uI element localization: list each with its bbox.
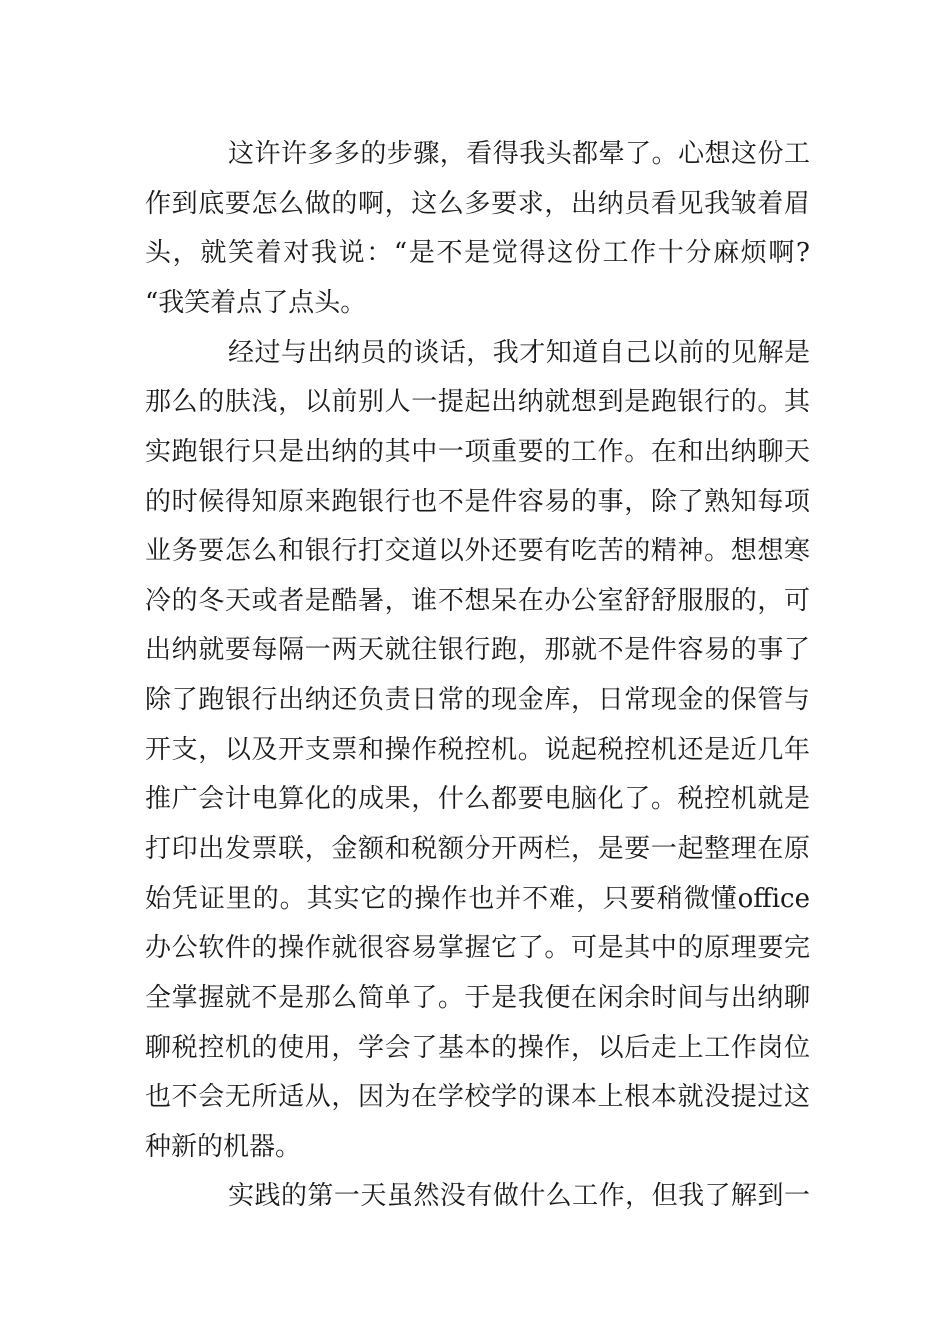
paragraph-1-line-2: 作到底要怎么做的啊，这么多要求，出纳员看见我皱着眉	[145, 189, 810, 219]
paragraph-2-line-2: 那么的肤浅，以前别人一提起出纳就想到是跑银行的。其	[145, 387, 810, 417]
paragraph-2-line-9: 开支，以及开支票和操作税控机。说起税控机还是近几年	[145, 735, 810, 765]
paragraph-2-line-11: 打印出发票联，金额和税额分开两栏，是要一起整理在原	[145, 834, 810, 864]
paragraph-2-line-17: 种新的机器。	[145, 1132, 302, 1162]
paragraph-2-line-8: 除了跑银行出纳还负责日常的现金库，日常现金的保管与	[145, 685, 810, 715]
paragraph-2-line-4: 的时候得知原来跑银行也不是件容易的事，除了熟知每项	[145, 487, 810, 517]
paragraph-1-line-3: 头，就笑着对我说：“是不是觉得这份工作十分麻烦啊?	[145, 238, 810, 268]
paragraph-2-line-7: 出纳就要每隔一两天就往银行跑，那就不是件容易的事了	[145, 635, 810, 665]
paragraph-2-line-13: 办公软件的操作就很容易掌握它了。可是其中的原理要完	[145, 933, 810, 963]
paragraph-2-line-1: 经过与出纳员的谈话，我才知道自己以前的见解是	[228, 338, 810, 368]
paragraph-2-line-6: 冷的冬天或者是酷暑，谁不想呆在办公室舒舒服服的，可	[145, 586, 810, 616]
paragraph-2-line-3: 实跑银行只是出纳的其中一项重要的工作。在和出纳聊天	[145, 437, 810, 467]
paragraph-2-line-10: 推广会计电算化的成果，什么都要电脑化了。税控机就是	[145, 784, 810, 814]
paragraph-3-line-1: 实践的第一天虽然没有做什么工作，但我了解到一	[228, 1181, 810, 1211]
paragraph-1-line-1: 这许许多多的步骤，看得我头都晕了。心想这份工	[228, 139, 810, 169]
paragraph-2-line-14: 全掌握就不是那么简单了。于是我便在闲余时间与出纳聊	[145, 983, 810, 1013]
paragraph-2-line-16: 也不会无所适从，因为在学校学的课本上根本就没提过这	[145, 1082, 810, 1112]
paragraph-2-line-5: 业务要怎么和银行打交道以外还要有吃苦的精神。想想寒	[145, 536, 810, 566]
paragraph-2-line-12: 始凭证里的。其实它的操作也并不难，只要稍微懂office	[145, 884, 810, 914]
paragraph-2-line-15: 聊税控机的使用，学会了基本的操作，以后走上工作岗位	[145, 1033, 810, 1063]
paragraph-1-line-4: “我笑着点了点头。	[145, 288, 367, 318]
